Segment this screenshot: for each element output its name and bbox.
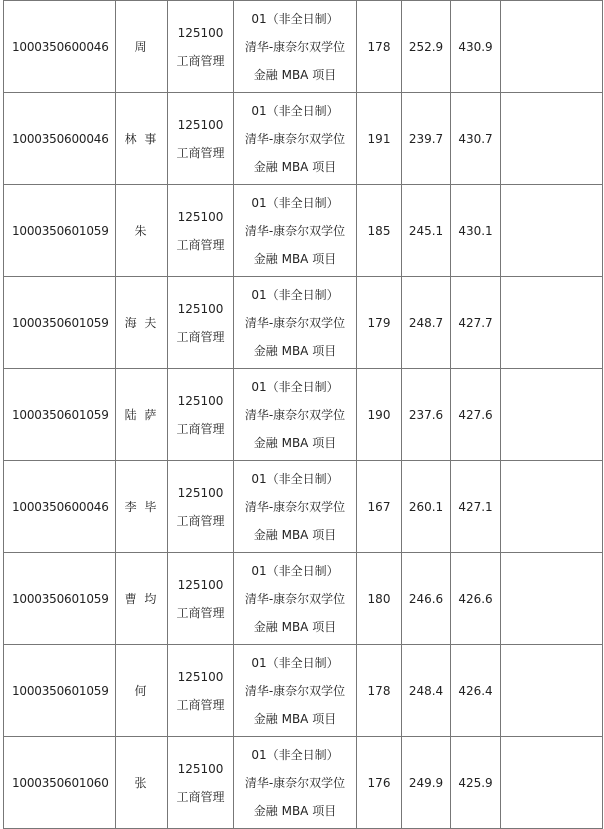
table-row bbox=[4, 277, 603, 369]
table-row bbox=[4, 737, 603, 829]
candidate-id-cell: 1000350600046 bbox=[4, 461, 116, 553]
score-b-cell: 260.1 bbox=[402, 461, 451, 553]
total-score-cell: 430.9 bbox=[451, 1, 501, 93]
direction-track: 金融 MBA 项目 bbox=[253, 159, 337, 174]
direction-code: 01（非全日制） bbox=[251, 103, 339, 118]
major-cell bbox=[168, 461, 234, 553]
note-cell bbox=[501, 369, 603, 461]
direction-track: 金融 MBA 项目 bbox=[253, 711, 337, 726]
research-direction-cell bbox=[234, 461, 357, 553]
score-a-cell: 167 bbox=[357, 461, 402, 553]
direction-code: 01（非全日制） bbox=[251, 471, 339, 486]
direction-code: 01（非全日制） bbox=[251, 195, 339, 210]
candidate-id-cell: 1000350601059 bbox=[4, 369, 116, 461]
major-cell bbox=[168, 277, 234, 369]
total-score-cell: 427.6 bbox=[451, 369, 501, 461]
score-b-cell: 248.4 bbox=[402, 645, 451, 737]
major-name: 工商管理 bbox=[176, 605, 225, 620]
table-row bbox=[4, 369, 603, 461]
table-row bbox=[4, 645, 603, 737]
major-code: 125100 bbox=[177, 761, 224, 776]
score-b-cell: 237.6 bbox=[402, 369, 451, 461]
direction-program: 清华-康奈尔双学位 bbox=[244, 407, 346, 422]
candidate-name-cell: 何 bbox=[116, 645, 168, 737]
direction-program: 清华-康奈尔双学位 bbox=[244, 315, 346, 330]
score-a-cell: 191 bbox=[357, 93, 402, 185]
major-name: 工商管理 bbox=[176, 789, 225, 804]
direction-track: 金融 MBA 项目 bbox=[253, 67, 337, 82]
direction-program: 清华-康奈尔双学位 bbox=[244, 39, 346, 54]
candidate-name-cell: 陆 萨 bbox=[116, 369, 168, 461]
major-name: 工商管理 bbox=[176, 421, 225, 436]
research-direction-cell bbox=[234, 93, 357, 185]
candidate-id-cell: 1000350601059 bbox=[4, 553, 116, 645]
admission-score-table bbox=[3, 0, 603, 829]
major-code: 125100 bbox=[177, 485, 224, 500]
candidate-id-cell: 1000350601060 bbox=[4, 737, 116, 829]
score-a-cell: 178 bbox=[357, 645, 402, 737]
score-a-cell: 178 bbox=[357, 1, 402, 93]
direction-code: 01（非全日制） bbox=[251, 563, 339, 578]
major-name: 工商管理 bbox=[176, 329, 225, 344]
candidate-name-cell: 张 bbox=[116, 737, 168, 829]
major-code: 125100 bbox=[177, 209, 224, 224]
direction-code: 01（非全日制） bbox=[251, 11, 339, 26]
total-score-cell: 425.9 bbox=[451, 737, 501, 829]
note-cell bbox=[501, 185, 603, 277]
note-cell bbox=[501, 1, 603, 93]
score-a-cell: 190 bbox=[357, 369, 402, 461]
direction-program: 清华-康奈尔双学位 bbox=[244, 223, 346, 238]
research-direction-cell bbox=[234, 737, 357, 829]
score-b-cell: 246.6 bbox=[402, 553, 451, 645]
direction-code: 01（非全日制） bbox=[251, 379, 339, 394]
major-code: 125100 bbox=[177, 393, 224, 408]
direction-track: 金融 MBA 项目 bbox=[253, 435, 337, 450]
major-name: 工商管理 bbox=[176, 53, 225, 68]
total-score-cell: 426.6 bbox=[451, 553, 501, 645]
note-cell bbox=[501, 277, 603, 369]
research-direction-cell bbox=[234, 185, 357, 277]
candidate-name-cell: 林 事 bbox=[116, 93, 168, 185]
note-cell bbox=[501, 461, 603, 553]
candidate-name-cell: 朱 bbox=[116, 185, 168, 277]
direction-code: 01（非全日制） bbox=[251, 287, 339, 302]
score-b-cell: 239.7 bbox=[402, 93, 451, 185]
major-name: 工商管理 bbox=[176, 145, 225, 160]
major-code: 125100 bbox=[177, 25, 224, 40]
candidate-name-cell: 周 bbox=[116, 1, 168, 93]
major-cell bbox=[168, 369, 234, 461]
score-b-cell: 248.7 bbox=[402, 277, 451, 369]
score-table-body bbox=[4, 1, 603, 829]
major-name: 工商管理 bbox=[176, 513, 225, 528]
score-a-cell: 179 bbox=[357, 277, 402, 369]
major-cell bbox=[168, 553, 234, 645]
major-cell bbox=[168, 1, 234, 93]
direction-program: 清华-康奈尔双学位 bbox=[244, 499, 346, 514]
total-score-cell: 427.1 bbox=[451, 461, 501, 553]
direction-program: 清华-康奈尔双学位 bbox=[244, 591, 346, 606]
score-b-cell: 252.9 bbox=[402, 1, 451, 93]
direction-program: 清华-康奈尔双学位 bbox=[244, 775, 346, 790]
candidate-id-cell: 1000350601059 bbox=[4, 277, 116, 369]
major-code: 125100 bbox=[177, 669, 224, 684]
direction-code: 01（非全日制） bbox=[251, 747, 339, 762]
candidate-id-cell: 1000350601059 bbox=[4, 185, 116, 277]
score-table-container bbox=[3, 0, 602, 829]
major-cell bbox=[168, 645, 234, 737]
direction-track: 金融 MBA 项目 bbox=[253, 527, 337, 542]
total-score-cell: 427.7 bbox=[451, 277, 501, 369]
direction-track: 金融 MBA 项目 bbox=[253, 343, 337, 358]
table-row bbox=[4, 1, 603, 93]
total-score-cell: 430.7 bbox=[451, 93, 501, 185]
total-score-cell: 430.1 bbox=[451, 185, 501, 277]
major-code: 125100 bbox=[177, 117, 224, 132]
major-cell bbox=[168, 737, 234, 829]
note-cell bbox=[501, 737, 603, 829]
candidate-id-cell: 1000350601059 bbox=[4, 645, 116, 737]
table-row bbox=[4, 185, 603, 277]
candidate-name-cell: 曹 均 bbox=[116, 553, 168, 645]
research-direction-cell bbox=[234, 277, 357, 369]
research-direction-cell bbox=[234, 645, 357, 737]
score-a-cell: 185 bbox=[357, 185, 402, 277]
note-cell bbox=[501, 93, 603, 185]
major-name: 工商管理 bbox=[176, 697, 225, 712]
major-code: 125100 bbox=[177, 301, 224, 316]
note-cell bbox=[501, 553, 603, 645]
direction-track: 金融 MBA 项目 bbox=[253, 251, 337, 266]
direction-track: 金融 MBA 项目 bbox=[253, 619, 337, 634]
note-cell bbox=[501, 645, 603, 737]
score-b-cell: 245.1 bbox=[402, 185, 451, 277]
direction-code: 01（非全日制） bbox=[251, 655, 339, 670]
table-row bbox=[4, 461, 603, 553]
score-b-cell: 249.9 bbox=[402, 737, 451, 829]
candidate-id-cell: 1000350600046 bbox=[4, 93, 116, 185]
score-a-cell: 180 bbox=[357, 553, 402, 645]
table-row bbox=[4, 553, 603, 645]
direction-program: 清华-康奈尔双学位 bbox=[244, 683, 346, 698]
score-a-cell: 176 bbox=[357, 737, 402, 829]
candidate-name-cell: 海 夫 bbox=[116, 277, 168, 369]
major-code: 125100 bbox=[177, 577, 224, 592]
research-direction-cell bbox=[234, 553, 357, 645]
research-direction-cell bbox=[234, 369, 357, 461]
total-score-cell: 426.4 bbox=[451, 645, 501, 737]
major-name: 工商管理 bbox=[176, 237, 225, 252]
candidate-name-cell: 李 毕 bbox=[116, 461, 168, 553]
direction-track: 金融 MBA 项目 bbox=[253, 803, 337, 818]
candidate-id-cell: 1000350600046 bbox=[4, 1, 116, 93]
major-cell bbox=[168, 93, 234, 185]
research-direction-cell bbox=[234, 1, 357, 93]
direction-program: 清华-康奈尔双学位 bbox=[244, 131, 346, 146]
major-cell bbox=[168, 185, 234, 277]
table-row bbox=[4, 93, 603, 185]
